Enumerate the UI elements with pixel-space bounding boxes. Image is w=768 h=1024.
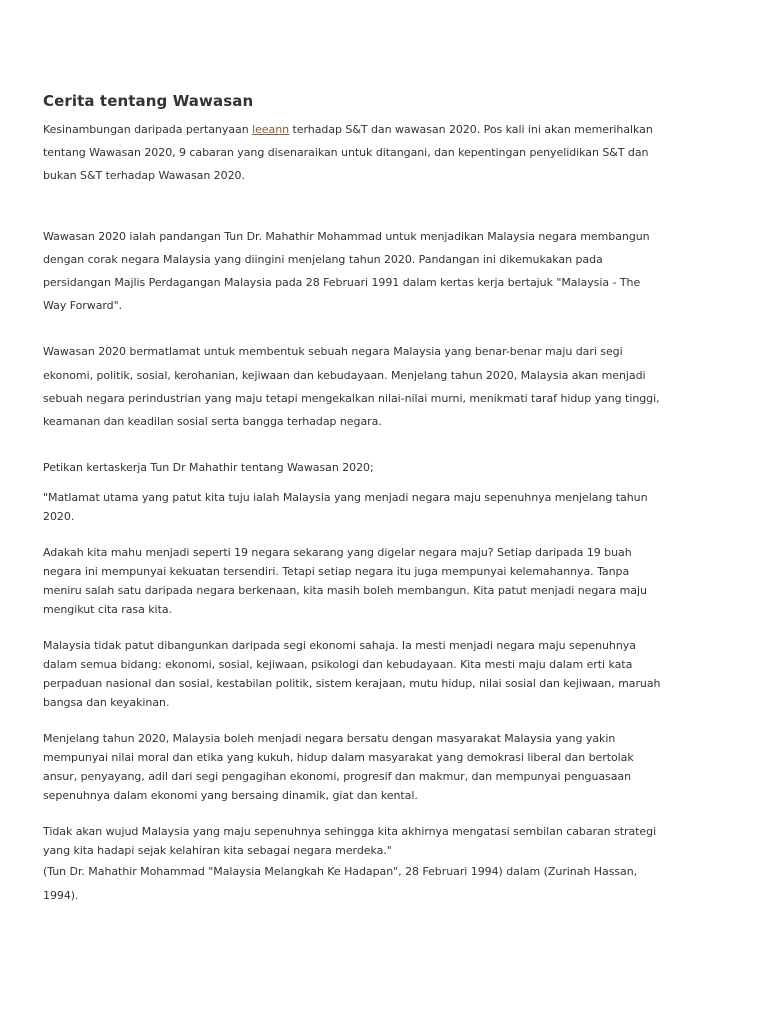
quote-paragraph-2: Adakah kita mahu menjadi seperti 19 negara sekarang yang digelar negara maju? Setiap daripada 19 buah negara ini mempunyai kekuatan tersendiri. Tetapi setiap negara itu juga mempunyai kelemahannya. Tanpa meniru salah satu daripada negara berkenaan, kita masih boleh membangun. Kita patut menjadi negara maju mengikut cita rasa kita. [43, 546, 647, 617]
paragraph-excerpt-intro: Petikan kertaskerja Tun Dr Mahathir tentang Wawasan 2020; [43, 461, 374, 475]
blog-post [43, 90, 661, 907]
spacer [43, 188, 661, 225]
intro-text-before-link: Kesinambungan daripada pertanyaan [43, 123, 253, 136]
author-link-leeann[interactable]: leeann [252, 123, 290, 136]
quote-paragraph-5: Tidak akan wujud Malaysia yang maju sepenuhnya sehingga kita akhirnya mengatasi sembilan cabaran strategi yang kita hadapi sejak kelahiran kita sebagai negara merdeka." [43, 825, 657, 858]
intro-text-after-link: terhadap S&T dan wawasan 2020. Pos kali ini akan memerihalkan tentang Wawasan 2020, 9 cabaran yang disenaraikan untuk ditangani, dan kepentingan penyelidikan S&T dan bukan S&T terhadap Wawasan 2020. [43, 123, 653, 183]
spacer [43, 712, 661, 729]
spacer [43, 805, 661, 822]
spacer [43, 526, 661, 543]
paragraph-wawasan-definition: Wawasan 2020 ialah pandangan Tun Dr. Mahathir Mohammad untuk menjadikan Malaysia negara membangun dengan corak negara Malaysia yang diingini menjelang tahun 2020. Pandangan ini dikemukakan pada persidangan Majlis Perdagangan Malaysia pada 28 Februari 1991 dalam kertas kerja bertajuk "Malaysia - The Way Forward". [43, 229, 650, 313]
intro-paragraph [43, 118, 661, 188]
spacer [43, 317, 661, 340]
citation: (Tun Dr. Mahathir Mohammad "Malaysia Melangkah Ke Hadapan", 28 Februari 1994) dalam (Zurinah Hassan, 1994). [43, 865, 638, 902]
post-title: Cerita tentang Wawasan [43, 92, 254, 110]
spacer [43, 619, 661, 636]
spacer [43, 433, 661, 456]
quote-paragraph-3: Malaysia tidak patut dibangunkan daripada segi ekonomi sahaja. Ia mesti menjadi negara maju sepenuhnya dalam semua bidang: ekonomi, sosial, kejiwaan, psikologi dan kebudayaan. Kita mesti maju dalam erti kata perpaduan nasional dan sosial, kestabilan politik, sistem kerajaan, mutu hidup, nilai sosial dan kejiwaan, maruah bangsa dan keyakinan. [43, 639, 661, 710]
quote-paragraph-1: "Matlamat utama yang patut kita tuju ialah Malaysia yang menjadi negara maju sepenuhnya menjelang tahun 2020. [43, 491, 648, 524]
paragraph-wawasan-goal: Wawasan 2020 bermatlamat untuk membentuk sebuah negara Malaysia yang benar-benar maju dari segi ekonomi, politik, sosial, kerohanian, kejiwaan dan kebudayaan. Menjelang tahun 2020, Malaysia akan menjadi sebuah negara perindustrian yang maju tetapi mengekalkan nilai-nilai murni, menikmati taraf hidup yang tinggi, keamanan dan keadilan sosial serta bangga terhadap negara. [43, 345, 660, 429]
quote-paragraph-4: Menjelang tahun 2020, Malaysia boleh menjadi negara bersatu dengan masyarakat Malaysia yang yakin mempunyai nilai moral dan etika yang kukuh, hidup dalam masyarakat yang demokrasi liberal dan bertolak ansur, penyayang, adil dari segi pengagihan ekonomi, progresif dan makmur, dan mempunyai penguasaan sepenuhnya dalam ekonomi yang bersaing dinamik, giat dan kental. [43, 732, 634, 803]
spacer [43, 479, 661, 488]
